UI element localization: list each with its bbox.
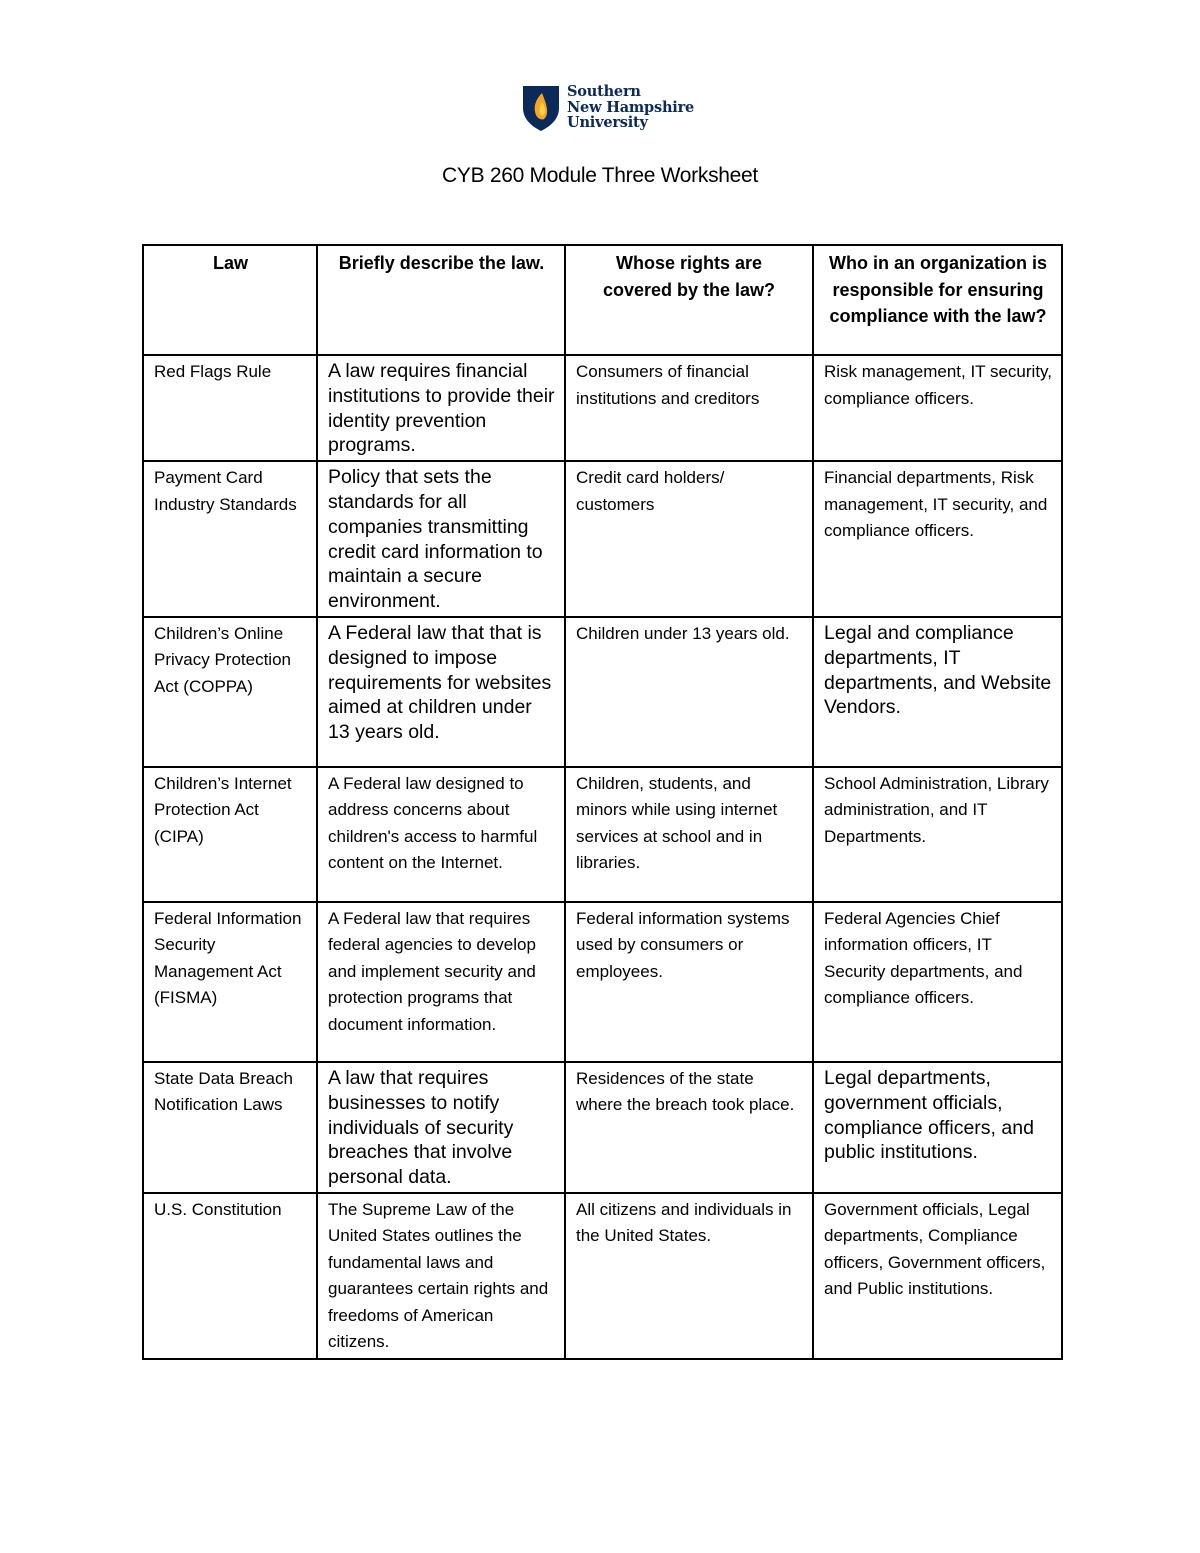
- table-row: [143, 617, 1062, 767]
- page-title: CYB 260 Module Three Worksheet: [442, 164, 758, 187]
- header-responsible: Who in an organization is responsible for ensuring compliance with the law?: [813, 245, 1062, 355]
- description-cell: A Federal law that requires federal agencies to develop and implement security and protection programs that document information.: [317, 902, 565, 1062]
- law-table: [142, 244, 1063, 1360]
- logo-line-1: Southern: [567, 83, 641, 100]
- logo-line-3: University: [567, 114, 648, 131]
- rights-cell: Children, students, and minors while using internet services at school and in libraries.: [565, 767, 813, 902]
- law-name-cell: Payment Card Industry Standards: [143, 461, 317, 617]
- header-rights: Whose rights are covered by the law?: [565, 245, 813, 355]
- description-cell: A Federal law designed to address concerns about children's access to harmful content on the Internet.: [317, 767, 565, 902]
- responsible-cell: School Administration, Library administration, and IT Departments.: [813, 767, 1062, 902]
- responsible-cell: Legal departments, government officials, compliance officers, and public institutions.: [813, 1062, 1062, 1193]
- logo-wordmark: [567, 84, 694, 131]
- responsible-cell: Government officials, Legal departments, Compliance officers, Government officers, and Public institutions.: [813, 1193, 1062, 1359]
- table-row: [143, 767, 1062, 902]
- description-cell: A law that requires businesses to notify individuals of security breaches that involve personal data.: [317, 1062, 565, 1193]
- shield-flame-icon: [521, 84, 561, 132]
- description-cell: A Federal law that that is designed to impose requirements for websites aimed at children under 13 years old.: [317, 617, 565, 767]
- rights-cell: All citizens and individuals in the United States.: [565, 1193, 813, 1359]
- table-row: [143, 902, 1062, 1062]
- responsible-cell: Federal Agencies Chief information officers, IT Security departments, and compliance officers.: [813, 902, 1062, 1062]
- table-header-row: [143, 245, 1062, 355]
- responsible-cell: Financial departments, Risk management, IT security, and compliance officers.: [813, 461, 1062, 617]
- law-name-cell: Children’s Internet Protection Act (CIPA): [143, 767, 317, 902]
- rights-cell: Children under 13 years old.: [565, 617, 813, 767]
- university-logo: [521, 84, 721, 134]
- description-cell: The Supreme Law of the United States outlines the fundamental laws and guarantees certain rights and freedoms of American citizens.: [317, 1193, 565, 1359]
- responsible-cell: Legal and compliance departments, IT departments, and Website Vendors.: [813, 617, 1062, 767]
- header-description: Briefly describe the law.: [317, 245, 565, 355]
- law-name-cell: Federal Information Security Management Act (FISMA): [143, 902, 317, 1062]
- rights-cell: Credit card holders/ customers: [565, 461, 813, 617]
- law-name-cell: State Data Breach Notification Laws: [143, 1062, 317, 1193]
- table-row: [143, 1062, 1062, 1193]
- rights-cell: Consumers of financial institutions and creditors: [565, 355, 813, 461]
- law-name-cell: Red Flags Rule: [143, 355, 317, 461]
- table-row: [143, 355, 1062, 461]
- rights-cell: Federal information systems used by consumers or employees.: [565, 902, 813, 1062]
- description-cell: A law requires financial institutions to provide their identity prevention programs.: [317, 355, 565, 461]
- table-row: [143, 461, 1062, 617]
- law-name-cell: U.S. Constitution: [143, 1193, 317, 1359]
- table-row: [143, 1193, 1062, 1359]
- law-name-cell: Children’s Online Privacy Protection Act (COPPA): [143, 617, 317, 767]
- logo-line-2: New Hampshire: [567, 98, 695, 116]
- description-cell: Policy that sets the standards for all companies transmitting credit card information to maintain a secure environment.: [317, 461, 565, 617]
- header-law: Law: [143, 245, 317, 355]
- rights-cell: Residences of the state where the breach took place.: [565, 1062, 813, 1193]
- responsible-cell: Risk management, IT security, compliance officers.: [813, 355, 1062, 461]
